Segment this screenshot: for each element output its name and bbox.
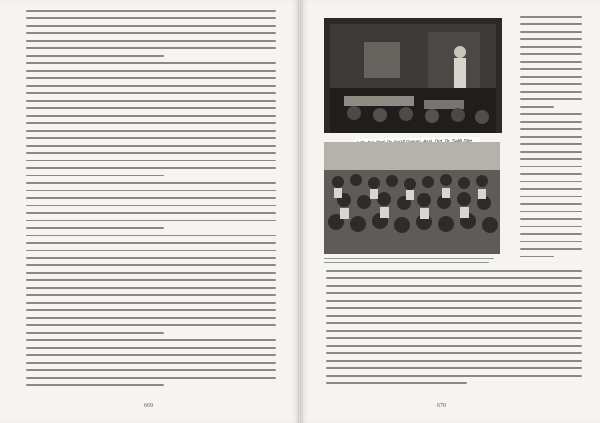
text-line [26,384,164,386]
text-line [26,309,276,311]
text-line [26,167,276,169]
text-line [26,347,276,349]
text-line [26,92,276,94]
text-line [26,317,276,319]
text-line [26,62,276,64]
text-line [520,16,582,18]
text-line [26,339,276,341]
text-line [520,151,582,153]
text-line [26,40,276,42]
right-page-body [326,270,582,390]
text-line [26,220,276,222]
text-line [326,292,582,294]
text-line [26,205,276,207]
audience-photo-image [324,142,500,254]
text-line [326,352,582,354]
text-line [326,367,582,369]
text-line [326,300,582,302]
text-line [26,85,276,87]
text-line [520,136,582,138]
text-line [520,196,582,198]
text-line [26,197,276,199]
text-line [520,53,582,55]
text-line [520,106,554,108]
text-line [26,107,276,109]
right-page [300,0,600,423]
text-line [26,175,164,177]
text-line [26,354,276,356]
text-line [26,294,276,296]
lecture-photo-image [324,18,502,133]
text-line [326,330,582,332]
text-line [520,46,582,48]
text-line [520,173,582,175]
text-line [326,322,582,324]
text-line [326,375,582,377]
text-line [26,377,276,379]
text-line [520,128,582,130]
text-line [26,122,276,124]
text-line [520,256,554,258]
text-line [326,307,582,309]
text-line [520,61,582,63]
text-line [326,285,582,287]
text-line [326,382,467,384]
photo-printed-caption [324,258,500,266]
text-line [520,188,582,190]
text-line [26,77,276,79]
text-line [26,100,276,102]
text-line [26,145,276,147]
text-line [520,241,582,243]
right-page-number: 670 [437,403,446,409]
text-line [26,130,276,132]
text-line [26,25,276,27]
text-line [26,10,276,12]
right-column-text [520,16,582,263]
text-line [26,302,276,304]
left-page-number: 669 [144,403,153,409]
text-line [520,143,582,145]
text-line [26,17,276,19]
text-line [26,182,276,184]
text-line [326,345,582,347]
text-line [26,250,276,252]
text-line [26,235,276,237]
text-line [520,226,582,228]
text-line [520,91,582,93]
text-line [520,218,582,220]
text-line [26,190,276,192]
text-line [26,287,276,289]
text-line [26,137,276,139]
text-line [26,55,164,57]
left-page-body [26,10,276,392]
text-line [26,70,276,72]
text-line [520,23,582,25]
text-line [26,242,276,244]
text-line [520,248,582,250]
text-line [26,160,276,162]
text-line [520,38,582,40]
text-line [26,362,276,364]
text-line [520,233,582,235]
text-line [520,211,582,213]
text-line [520,83,582,85]
text-line [26,115,276,117]
text-line [326,337,582,339]
text-line [520,158,582,160]
archive-photo-audience [324,142,500,254]
text-line [26,369,276,371]
text-line [326,270,582,272]
text-line [26,212,276,214]
text-line [520,166,582,168]
text-line [26,264,276,266]
text-line [26,279,276,281]
text-line [26,257,276,259]
text-line [326,277,582,279]
text-line [520,121,582,123]
text-line [520,98,582,100]
text-line [520,68,582,70]
text-line [326,360,582,362]
text-line [26,32,276,34]
text-line [26,332,164,334]
text-line [26,152,276,154]
text-line [520,181,582,183]
text-line [26,324,276,326]
text-line [520,113,582,115]
text-line [520,76,582,78]
text-line [26,272,276,274]
text-line [326,315,582,317]
archive-photo-lecture [324,18,502,133]
text-line [520,203,582,205]
text-line [26,47,276,49]
text-line [26,227,164,229]
text-line [520,31,582,33]
